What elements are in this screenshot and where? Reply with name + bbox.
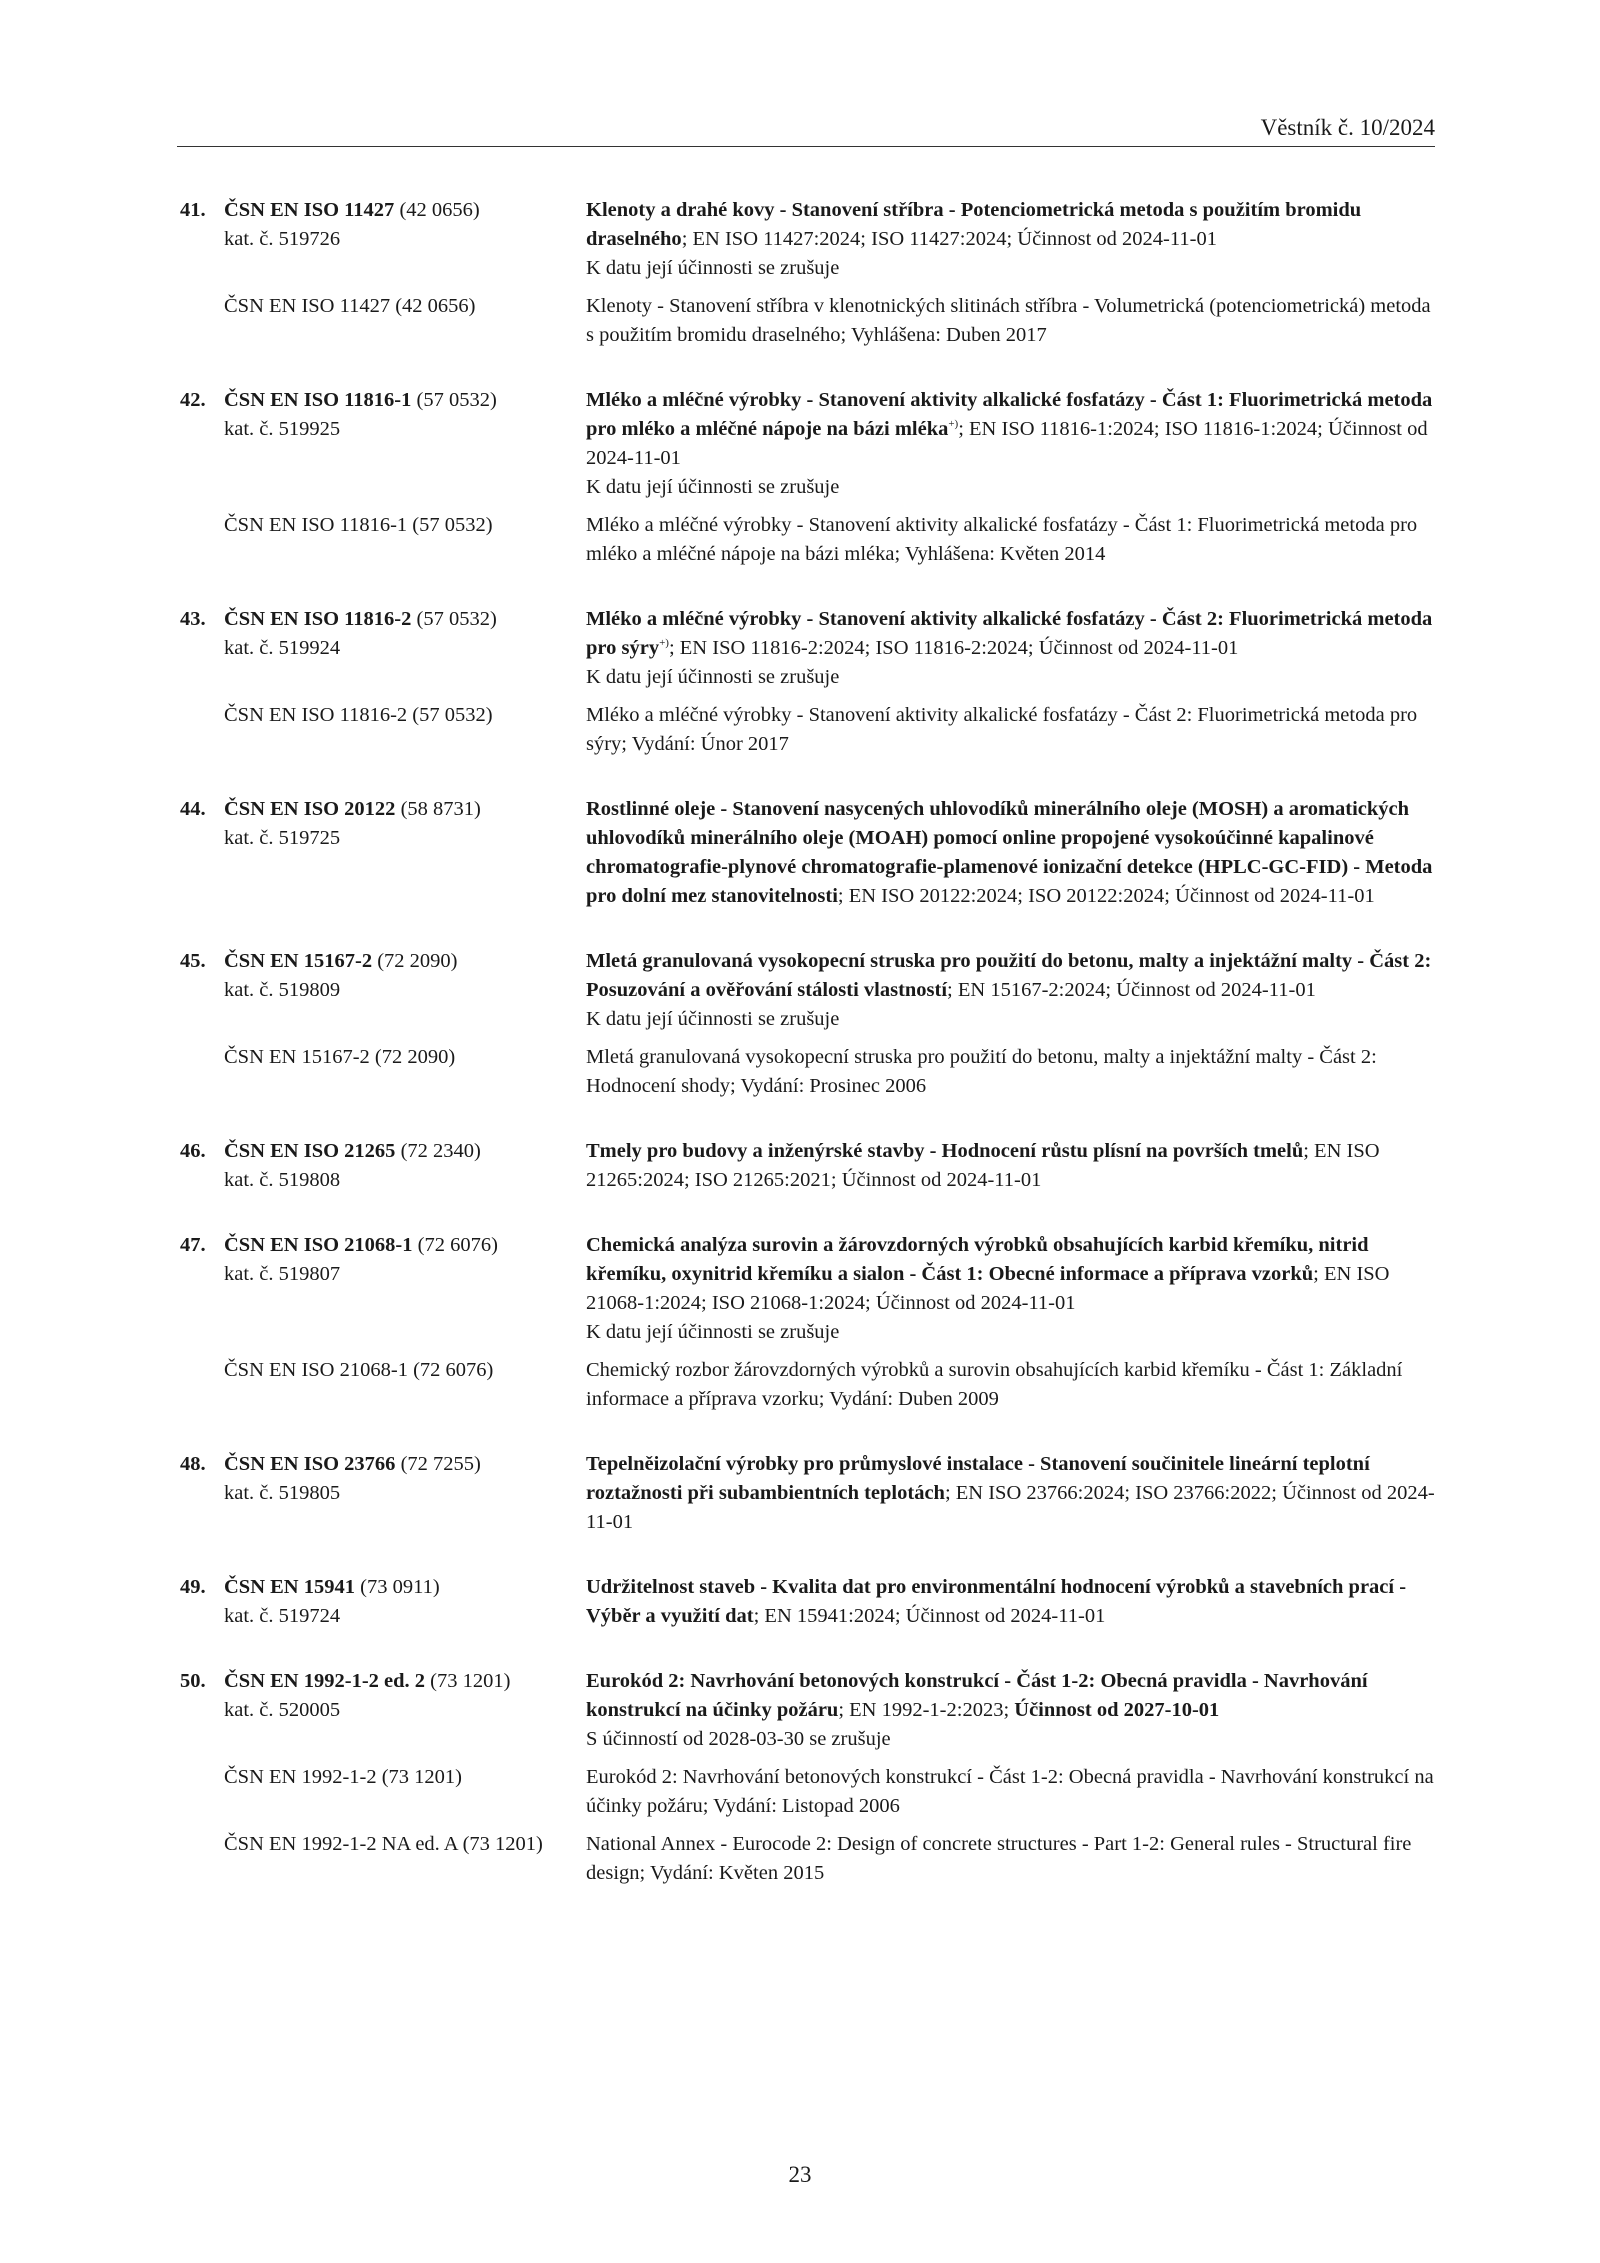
entry-main-row [180,1137,1438,1195]
standard-code: ČSN EN 1992-1-2 ed. 2 [224,1670,426,1692]
standard-code: ČSN EN ISO 23766 [224,1453,396,1475]
classification-number: (73 1201) [425,1670,511,1692]
entry-number: 47. [180,1234,206,1256]
entry-title-line [586,1234,1389,1314]
standard-entry [180,795,1438,911]
replaced-standard-code: ČSN EN ISO 21068-1 (72 6076) [224,1359,494,1381]
entry-main-row [180,196,1438,283]
standard-details: ; EN ISO 11427:2024; ISO 11427:2024; Účinnost od 2024-11-01 [681,228,1217,250]
standard-details: ; EN ISO 21068-1:2024; ISO 21068-1:2024; Účinnost od 2024-11-01 [586,1263,1390,1314]
replaced-standard-code-column [180,1356,586,1414]
replaced-standard-description: Chemický rozbor žárovzdorných výrobků a surovin obsahujících karbid křemíku - Část 1: Základní informace a příprava vzorku; Vydání: Duben 2009 [586,1359,1403,1410]
replaced-standard-description: Mletá granulovaná vysokopecní struska pro použití do betonu, malty a injektážní malty - Část 2: Hodnocení shody; Vydání: Prosinec 2006 [586,1046,1377,1097]
standard-code: ČSN EN ISO 11816-2 [224,608,412,630]
catalog-number: kat. č. 519808 [224,1169,341,1191]
standards-list [180,196,1438,1924]
footnote-mark: +) [659,637,669,650]
standard-entry [180,605,1438,759]
withdrawal-note: K datu její účinnosti se zrušuje [586,1008,840,1030]
withdrawal-note: K datu její účinnosti se zrušuje [586,476,840,498]
catalog-number: kat. č. 519805 [224,1482,341,1504]
classification-number: (58 8731) [395,798,481,820]
standard-entry [180,386,1438,569]
standard-code: ČSN EN ISO 20122 [224,798,396,820]
standard-title: Mléko a mléčné výrobky - Stanovení aktivity alkalické fosfatázy - Část 2: Fluorimetrická metoda pro sýry [586,608,1433,659]
standard-title: Mléko a mléčné výrobky - Stanovení aktivity alkalické fosfatázy - Část 1: Fluorimetrická metoda pro mléko a mléčné nápoje na bázi mléka [586,389,1433,440]
standard-details: ; EN 15941:2024; Účinnost od 2024-11-01 [753,1605,1106,1627]
classification-number: (73 0911) [355,1576,440,1598]
entry-code-line [180,1231,586,1260]
entry-title-line [586,950,1431,1001]
entry-number: 44. [180,798,206,820]
entry-main-row [180,1450,1438,1537]
replaced-standard-code: ČSN EN 1992-1-2 (73 1201) [224,1766,463,1788]
catalog-number: kat. č. 519724 [224,1605,341,1627]
replaced-standard-code: ČSN EN 1992-1-2 NA ed. A (73 1201) [224,1833,543,1855]
entry-title-line [586,608,1432,659]
entry-description [586,605,1438,692]
entry-main-row [180,1231,1438,1347]
replaced-standard-code-column [180,701,586,759]
entry-description [586,1667,1438,1754]
entry-title-line [586,1576,1406,1627]
replaced-standard-description: Mléko a mléčné výrobky - Stanovení aktivity alkalické fosfatázy - Část 2: Fluorimetrická metoda pro sýry; Vydání: Únor 2017 [586,704,1418,755]
standard-title: Rostlinné oleje - Stanovení nasycených uhlovodíků minerálního oleje (MOSH) a aromatických uhlovodíků minerálního oleje (MOAH) pomocí online propojené vysokoúčinné kapalinové chromatografie-plynové chromatografie-plamenové ionizační detekce (HPLC-GC-FID) - Metoda pro dolní mez stanovitelnosti [586,798,1433,907]
replaced-standard-row [180,1830,1438,1888]
standard-title: Chemická analýza surovin a žárovzdorných výrobků obsahujících karbid křemíku, nitrid křemíku, oxynitrid křemíku a sialon - Část 1: Obecné informace a příprava vzorků [586,1234,1369,1285]
entry-main-row [180,386,1438,502]
entry-code-line [180,795,586,824]
standard-details: ; EN ISO 20122:2024; ISO 20122:2024; Účinnost od 2024-11-01 [837,885,1375,907]
standard-entry [180,1231,1438,1414]
entry-number: 48. [180,1453,206,1475]
entry-main-row [180,1573,1438,1631]
page-header: Věstník č. 10/2024 [177,113,1435,147]
standard-entry [180,1573,1438,1631]
replaced-standard-code-column [180,1043,586,1101]
entry-code-column [180,1450,586,1537]
catalog-number: kat. č. 519726 [224,228,341,250]
entry-code-line [180,605,586,634]
entry-main-row [180,1667,1438,1754]
standard-details: ; EN 1992-1-2:2023; [838,1699,1015,1721]
classification-number: (57 0532) [411,389,497,411]
entry-code-column [180,1231,586,1347]
entry-code-line [180,386,586,415]
replaced-standard-code-column [180,1830,586,1888]
entry-description [586,947,1438,1034]
catalog-number: kat. č. 519725 [224,827,341,849]
classification-number: (72 6076) [412,1234,498,1256]
entry-description [586,1137,1438,1195]
classification-number: (42 0656) [394,199,480,221]
entry-main-row [180,605,1438,692]
standard-details: ; EN ISO 11816-1:2024; ISO 11816-1:2024; Účinnost od 2024-11-01 [586,418,1428,469]
standard-details: ; EN ISO 23766:2024; ISO 23766:2022; Účinnost od 2024-11-01 [586,1482,1435,1533]
replaced-standard-row [180,701,1438,759]
entry-number: 46. [180,1140,206,1162]
entry-code-column [180,947,586,1034]
catalog-number: kat. č. 519809 [224,979,341,1001]
entry-code-column [180,196,586,283]
standard-details: ; EN ISO 11816-2:2024; ISO 11816-2:2024; Účinnost od 2024-11-01 [668,637,1239,659]
entry-code-column [180,605,586,692]
replaced-standard-row [180,1763,1438,1821]
catalog-number: kat. č. 520005 [224,1699,341,1721]
replaced-standard-code: ČSN EN ISO 11816-1 (57 0532) [224,514,493,536]
standard-details: ; EN ISO 21265:2024; ISO 21265:2021; Účinnost od 2024-11-01 [586,1140,1380,1191]
standard-title: Eurokód 2: Navrhování betonových konstrukcí - Část 1-2: Obecná pravidla - Navrhování konstrukcí na účinky požáru [586,1670,1368,1721]
replaced-standard-row [180,1356,1438,1414]
entry-code-column [180,1137,586,1195]
entry-code-line [180,947,586,976]
entry-description [586,1231,1438,1347]
replaced-standard-description: Klenoty - Stanovení stříbra v klenotnických slitinách stříbra - Volumetrická (potenciometrická) metoda s použitím bromidu draselného; Vyhlášena: Duben 2017 [586,295,1431,346]
entry-title-line [586,1670,1368,1721]
entry-number: 50. [180,1670,206,1692]
withdrawal-note: S účinností od 2028-03-30 se zrušuje [586,1728,891,1750]
replaced-standard-code-column [180,1763,586,1821]
entry-title-line [586,798,1432,907]
standard-entry [180,1667,1438,1888]
standard-details: ; EN 15167-2:2024; Účinnost od 2024-11-01 [947,979,1316,1001]
entry-title-line [586,1453,1435,1533]
replaced-standard-code: ČSN EN ISO 11816-2 (57 0532) [224,704,493,726]
standard-title: Tepelněizolační výrobky pro průmyslové instalace - Stanovení součinitele lineární teplotní roztažnosti při subambientních teplotách [586,1453,1370,1504]
replaced-standard-code: ČSN EN 15167-2 (72 2090) [224,1046,456,1068]
replaced-standard-description: National Annex - Eurocode 2: Design of concrete structures - Part 1-2: General rules - Structural fire design; Vydání: Květen 2015 [586,1833,1412,1884]
entry-code-line [180,1137,586,1166]
entry-description [586,386,1438,502]
effective-date: Účinnost od 2027-10-01 [1014,1699,1220,1721]
standard-entry [180,1450,1438,1537]
replaced-standard-row [180,1043,1438,1101]
classification-number: (72 7255) [395,1453,481,1475]
entry-code-column [180,386,586,502]
entry-number: 43. [180,608,206,630]
standard-title: Mletá granulovaná vysokopecní struska pro použití do betonu, malty a injektážní malty - Část 2: Posuzování a ověřování stálosti vlastností [586,950,1432,1001]
replaced-standard-code-column [180,511,586,569]
replaced-standard-description: Eurokód 2: Navrhování betonových konstrukcí - Část 1-2: Obecná pravidla - Navrhování konstrukcí na účinky požáru; Vydání: Listopad 2006 [586,1766,1434,1817]
standard-code: ČSN EN 15941 [224,1576,355,1598]
entry-description [586,1573,1438,1631]
withdrawal-note: K datu její účinnosti se zrušuje [586,1321,840,1343]
footnote-mark: +) [948,418,959,431]
standard-entry [180,1137,1438,1195]
standard-code: ČSN EN 15167-2 [224,950,373,972]
classification-number: (72 2090) [372,950,458,972]
classification-number: (72 2340) [395,1140,481,1162]
catalog-number: kat. č. 519925 [224,418,341,440]
replaced-standard-code: ČSN EN ISO 11427 (42 0656) [224,295,476,317]
standard-code: ČSN EN ISO 21265 [224,1140,396,1162]
entry-code-column [180,1573,586,1631]
catalog-number: kat. č. 519924 [224,637,341,659]
page-number: 23 [788,2162,812,2187]
standard-title: Udržitelnost staveb - Kvalita dat pro environmentální hodnocení výrobků a stavebních prací - Výběr a využití dat [586,1576,1407,1627]
replaced-standard-code-column [180,292,586,350]
withdrawal-note: K datu její účinnosti se zrušuje [586,257,840,279]
entry-number: 45. [180,950,206,972]
entry-number: 41. [180,199,206,221]
entry-title-line [586,199,1361,250]
replaced-standard-row [180,292,1438,350]
entry-number: 42. [180,389,206,411]
entry-code-line [180,196,586,225]
entry-code-line [180,1573,586,1602]
entry-code-column [180,795,586,911]
replaced-standard-description: Mléko a mléčné výrobky - Stanovení aktivity alkalické fosfatázy - Část 1: Fluorimetrická metoda pro mléko a mléčné nápoje na bázi mléka; Vyhlášena: Květen 2014 [586,514,1418,565]
entry-main-row [180,947,1438,1034]
entry-description [586,1450,1438,1537]
entry-code-column [180,1667,586,1754]
entry-number: 49. [180,1576,206,1598]
standard-code: ČSN EN ISO 21068-1 [224,1234,413,1256]
entry-description [586,196,1438,283]
entry-code-line [180,1450,586,1479]
entry-title-line [586,1140,1380,1191]
standard-entry [180,947,1438,1101]
classification-number: (57 0532) [411,608,497,630]
standard-entry [180,196,1438,350]
catalog-number: kat. č. 519807 [224,1263,341,1285]
entry-title-line [586,389,1432,469]
entry-code-line [180,1667,586,1696]
standard-code: ČSN EN ISO 11427 [224,199,395,221]
entry-description [586,795,1438,911]
entry-main-row [180,795,1438,911]
standard-title: Tmely pro budovy a inženýrské stavby - Hodnocení růstu plísní na površích tmelů [586,1140,1304,1162]
standard-code: ČSN EN ISO 11816-1 [224,389,412,411]
replaced-standard-row [180,511,1438,569]
withdrawal-note: K datu její účinnosti se zrušuje [586,666,840,688]
standard-title: Klenoty a drahé kovy - Stanovení stříbra - Potenciometrická metoda s použitím bromidu draselného [586,199,1362,250]
